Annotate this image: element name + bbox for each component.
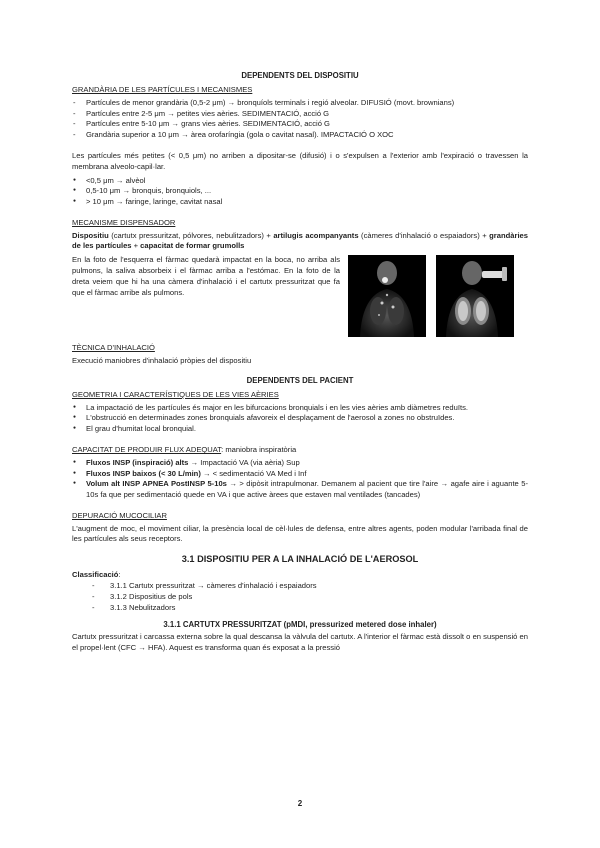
paragraph-small-particles: Les partícules més petites (< 0,5 μm) no arriben a dipositar-se (difusió) i o s'expulsen a l'exterior amb l'expiració o travessen la membrana alveolo-capil·lar. [72,150,528,171]
flow-list [72,458,528,501]
text-span: (cartutx pressuritzat, pólvores, nebulitzadors) + [108,230,274,240]
text-span: (càmeres d'inhalació o espaiadors) + [358,230,490,240]
list-item: ● <0,5 μm → alvèol [72,176,528,187]
paragraph-pmdi: Cartutx pressuritzat i carcassa externa sobre la qual descansa la vàlvula del cartutx. A l'interior el fàrmac està dissolt o en suspensió en el propel·lent (CFC → HFA). Aquest es transforma quan és exposat a la pressió [72,632,528,653]
heading-particle-size: GRANDÀRIA DE LES PARTÍCULES I MECANISMES [72,85,253,95]
list-item: - 3.1.2 Dispositius de pols [92,592,528,603]
list-item: - Partícules de menor grandària (0,5-2 μm) → bronquíols terminals i regió alveolar. DIFUSIÓ (movt. brownians) [72,98,528,109]
paragraph-dispenser [72,231,528,253]
list-item: - Partícules entre 2-5 μm → petites vies aèries. SEDIMENTACIÓ, acció G [72,109,528,120]
paragraph-clearance: L'augment de moc, el moviment ciliar, la presència local de cèl·lules de defensa, entre altres agents, poden modular l'arribada final de les partícules als seus receptors. [72,523,528,544]
list-item: - 3.1.3 Nebulitzadors [92,603,528,614]
small-particles-list [72,176,528,208]
list-item: ● La impactació de les partícules és major en les bifurcacions bronquials i en les vies aèries amb diàmetres reduïts. [72,403,528,414]
geometry-list [72,403,528,435]
list-item: ● 0,5-10 μm → bronquis, bronquiols, ... [72,186,528,197]
bold-text: Fluxos INSP baixos (< 30 L/min) [86,468,201,478]
subsection-title-pmdi: 3.1.1 CARTUTX PRESSURITZAT (pMDI, pressurized metered dose inhaler) [163,620,437,630]
bold-text: Volum alt INSP APNEA PostINSP 5-10s [86,479,227,489]
heading-technique: TÈCNICA D'INHALACIÓ [72,343,155,353]
section-title-inhalation-device: 3.1 DISPOSITIU PER A LA INHALACIÓ DE L'AEROSOL [181,554,419,565]
bold-text: artilugis acompanyants [273,230,359,240]
paragraph-photo-description: En la foto de l'esquerra el fàrmac quedarà impactat en la boca, no arriba als pulmons, la saliva absorbeix i el fàrmac arriba a l'estómac. En la foto de la dreta veiem que hi ha una càmera d'inhalació i el cartutx pressuritzat que fa que el fàrmac arribe als pulmons. [72,255,340,297]
xray-section [72,255,528,337]
text-span: → < sedimentació VA Med i Inf [200,468,307,478]
text-span: + [131,241,141,251]
bold-text: Dispositiu [72,230,109,240]
list-item: - 3.1.1 Cartutx pressuritzat → càmeres d'inhalació i espaiadors [92,581,528,592]
classification-label-row [72,570,528,581]
section-title-patient: DEPENDENTS DEL PACIENT [246,375,354,385]
list-item: - Partícules entre 5-10 μm → grans vies aèries. SEDIMENTACIÓ, acció G [72,119,528,130]
list-item: ● > 10 μm → faringe, laringe, cavitat nasal [72,197,528,208]
heading-clearance: DEPURACIÓ MUCOCILIAR [72,510,167,520]
classification-colon: : [118,570,121,580]
page-number: 2 [297,799,303,808]
heading-flow: CAPACITAT DE PRODUIR FLUX ADEQUAT [72,444,222,454]
list-item: - Grandària superior a 10 μm → àrea orofaríngia (gola o cavitat nasal). IMPACTACIÓ O XOC [72,130,528,141]
list-item [72,479,528,501]
paragraph-technique: Execució maniobres d'inhalació pròpies del dispositiu [72,356,252,365]
section-title-device: DEPENDENTS DEL DISPOSITIU [241,71,359,80]
list-item: ● El grau d'humitat local bronquial. [72,424,528,435]
list-item [72,458,528,469]
classification-list [72,581,528,613]
text-span: → Impactació VA (via aèria) Sup [188,457,300,467]
xray-image-without-chamber [348,255,426,337]
bold-text: capacitat de formar grumolls [140,241,245,251]
xray-images [348,255,514,337]
xray-image-with-chamber [436,255,514,337]
heading-dispenser: MECANISME DISPENSADOR [72,217,176,227]
text-span: → > dipòsit intrapulmonar. Demanem al pacient que tire l'aire → agafe aire i aguante 5-10s fa que per sedimentació quede en VA i que active àrees que estaven mal ventilades (tancades) [86,479,528,500]
list-item [72,469,528,480]
classification-label: Classificació [72,570,119,580]
list-item: ● L'obstrucció en determinades zones bronquials afavoreix el desplaçament de l'aerosol a zones no obstruïdes. [72,413,528,424]
bold-text: grandàries de les partícules [72,230,529,251]
heading-geometry: GEOMETRIA I CARACTERÍSTIQUES DE LES VIES AÈRIES [72,389,279,399]
heading-flow-suffix: : maniobra inspiratòria [221,444,297,454]
heading-flow-row [72,445,528,456]
particle-size-list [72,98,528,141]
bold-text: Fluxos INSP (inspiració) alts [86,457,189,467]
